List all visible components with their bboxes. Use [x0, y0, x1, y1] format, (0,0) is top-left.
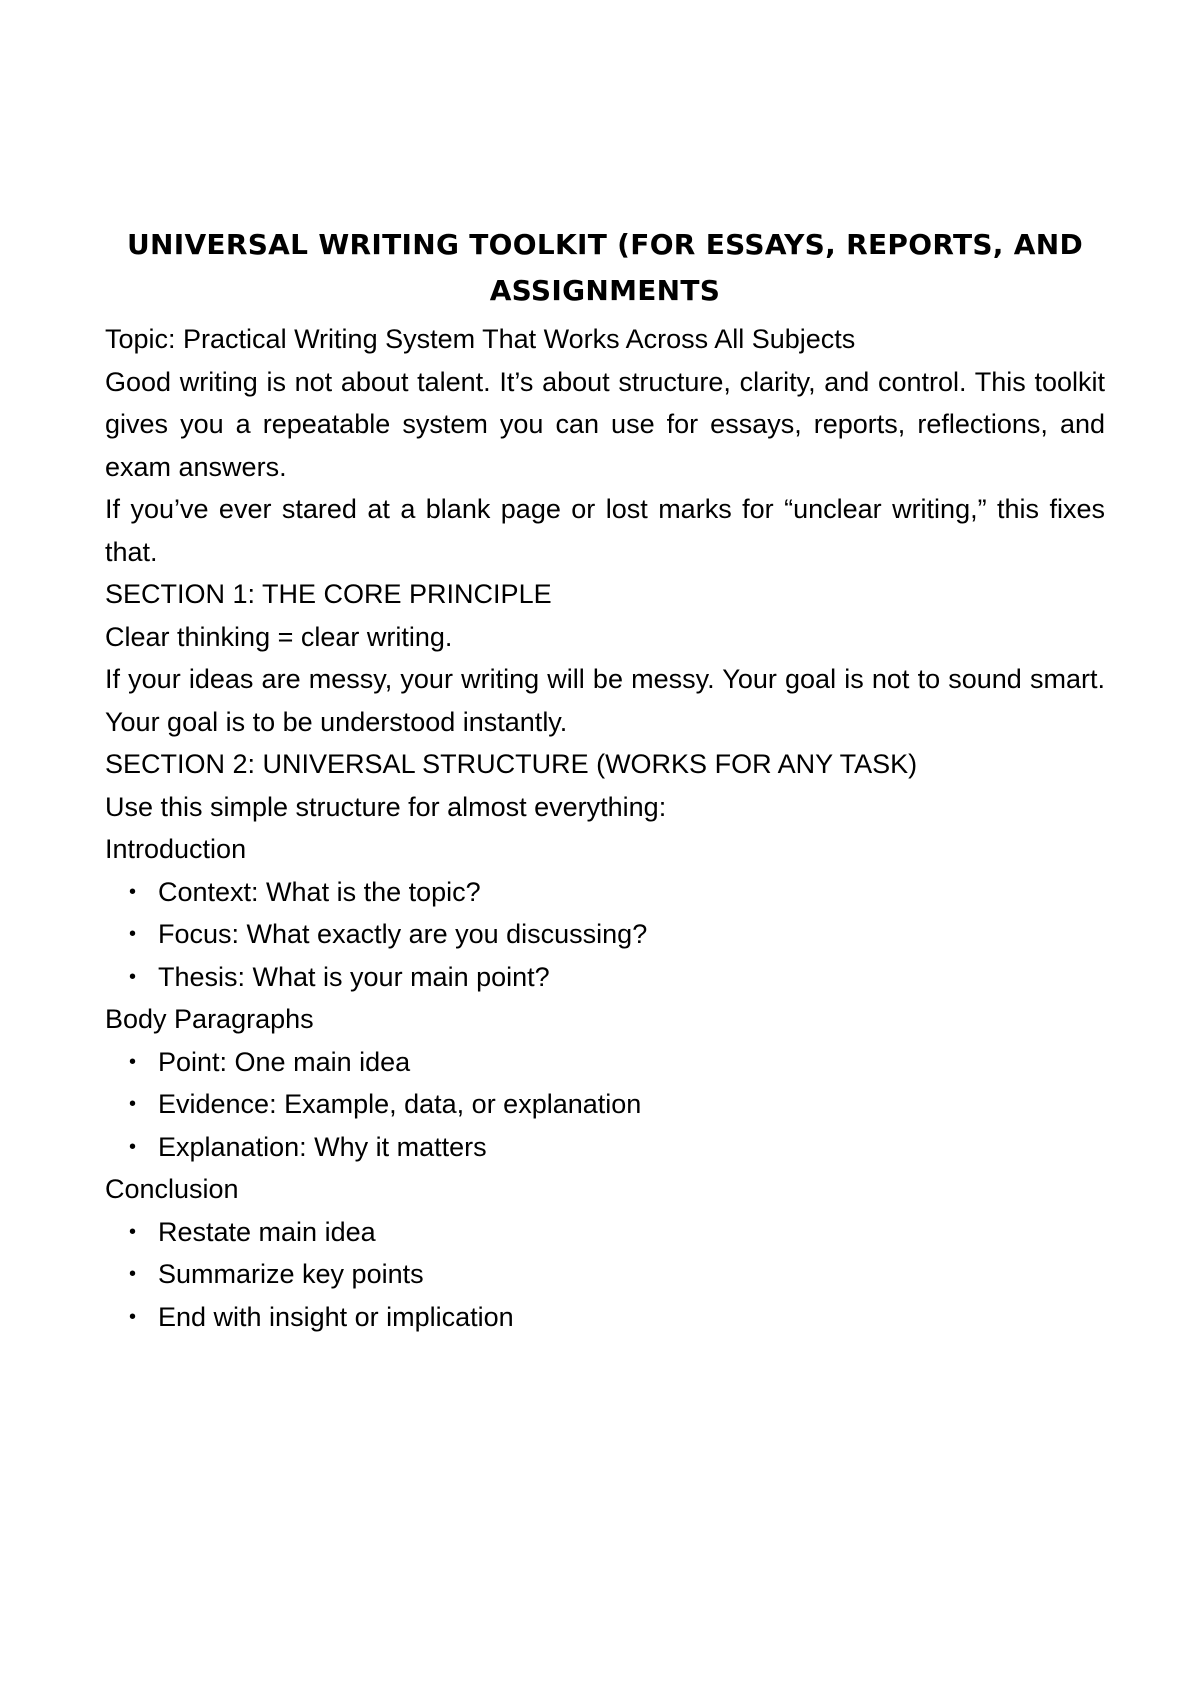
- group-label-conclusion: Conclusion: [105, 1174, 239, 1204]
- bullet-icon: •: [129, 1135, 137, 1158]
- list-item: • Evidence: Example, data, or explanation: [105, 1083, 1105, 1126]
- list-item: • Focus: What exactly are you discussing?: [105, 913, 1105, 956]
- list-item: • Restate main idea: [105, 1211, 1105, 1254]
- title-line-2: ASSIGNMENTS: [489, 274, 721, 307]
- intro-paragraph-2: If you’ve ever stared at a blank page or lost marks for “unclear writing,” this fixes that.: [105, 494, 1105, 567]
- bullet-icon: •: [129, 1220, 137, 1243]
- section-1-line: Clear thinking = clear writing.: [105, 621, 453, 652]
- document-title: [105, 222, 1105, 314]
- bullet-icon: •: [129, 965, 137, 988]
- list-item: • Context: What is the topic?: [105, 871, 1105, 914]
- bullet-list-body-paragraphs: [105, 1041, 1105, 1169]
- bullet-icon: •: [129, 1305, 137, 1328]
- section-1-paragraph: If your ideas are messy, your writing will be messy. Your goal is not to sound smart. Your goal is to be understood instantly.: [105, 664, 1105, 737]
- section-1-heading: SECTION 1: THE CORE PRINCIPLE: [105, 579, 552, 609]
- bullet-icon: •: [129, 1263, 137, 1285]
- topic-line: Topic: Practical Writing System That Works Across All Subjects: [105, 324, 856, 354]
- section-2-heading: SECTION 2: UNIVERSAL STRUCTURE (WORKS FOR ANY TASK): [105, 749, 918, 779]
- bullet-list-conclusion: [105, 1211, 1105, 1339]
- intro-paragraph-1: Good writing is not about talent. It’s about structure, clarity, and control. This toolkit gives you a repeatable system you can use for essays, reports, reflections, and exam answers.: [105, 366, 1105, 482]
- bullet-icon: •: [129, 1093, 137, 1115]
- group-label-introduction: Introduction: [105, 834, 247, 864]
- bullet-icon: •: [129, 880, 137, 903]
- list-item: • Thesis: What is your main point?: [105, 956, 1105, 999]
- list-item: • End with insight or implication: [105, 1296, 1105, 1339]
- document-page: [105, 222, 1105, 1338]
- list-item: • Explanation: Why it matters: [105, 1126, 1105, 1169]
- bullet-list-introduction: [105, 871, 1105, 999]
- list-item: • Summarize key points: [105, 1253, 1105, 1296]
- list-item: • Point: One main idea: [105, 1041, 1105, 1084]
- section-2-line: Use this simple structure for almost everything:: [105, 791, 667, 822]
- title-line-1: UNIVERSAL WRITING TOOLKIT (FOR ESSAYS, REPORTS, AND: [126, 228, 1084, 261]
- bullet-icon: •: [129, 923, 137, 945]
- group-label-body-paragraphs: Body Paragraphs: [105, 1004, 314, 1034]
- bullet-icon: •: [129, 1050, 137, 1073]
